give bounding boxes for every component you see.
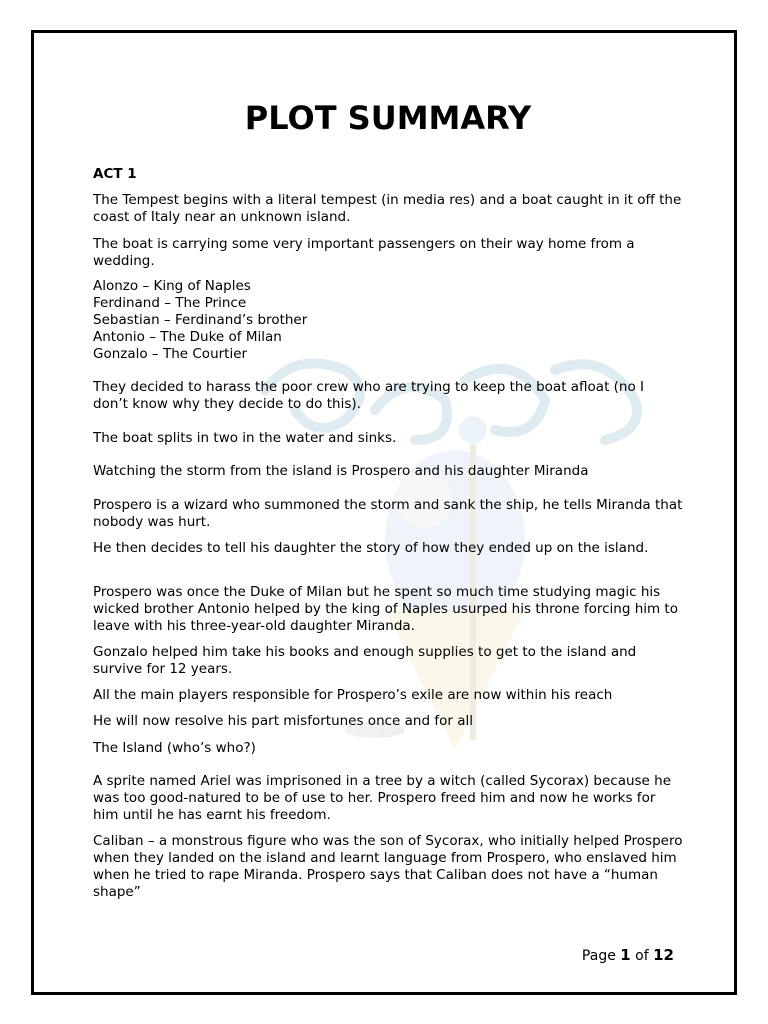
paragraph: Caliban – a monstrous figure who was the son of Sycorax, who initially helped Prospero when they landed on the island and learnt language from Prospero, who enslaved him when he tried to rape Miranda. Prospero says that Caliban does not have a “human shape”	[93, 833, 683, 900]
paragraph: The boat is carrying some very important passengers on their way home from a wedding.	[93, 236, 635, 269]
paragraph: The boat splits in two in the water and sinks.	[93, 430, 397, 446]
list-item: Alonzo – King of Naples	[93, 278, 251, 294]
paragraph: Prospero was once the Duke of Milan but he spent so much time studying magic his wicked brother Antonio helped by the king of Naples usurped his throne forcing him to leave with his three-year-old daughter Miranda.	[93, 584, 678, 634]
paragraph: Gonzalo helped him take his books and enough supplies to get to the island and survive for 12 years.	[93, 644, 637, 677]
paragraph: The Tempest begins with a literal tempest (in media res) and a boat caught in it off the coast of Italy near an unknown island.	[93, 192, 682, 225]
list-item: Ferdinand – The Prince	[93, 295, 247, 311]
list-item: Sebastian – Ferdinand’s brother	[93, 312, 308, 328]
page-label: Page	[581, 948, 616, 964]
paragraph: They decided to harass the poor crew who are trying to keep the boat afloat (no I don’t know why they decide to do this).	[93, 379, 645, 412]
page-footer	[582, 946, 674, 965]
list-item: Antonio – The Duke of Milan	[93, 329, 282, 345]
paragraph: All the main players responsible for Prospero’s exile are now within his reach	[93, 687, 613, 703]
total-pages: 12	[653, 946, 674, 964]
paragraph: He then decides to tell his daughter the story of how they ended up on the island.	[93, 540, 649, 556]
of-label: of	[635, 948, 649, 964]
page-title: PLOT SUMMARY	[244, 99, 532, 137]
act-heading: ACT 1	[93, 166, 137, 182]
paragraph: Prospero is a wizard who summoned the storm and sank the ship, he tells Miranda that nobody was hurt.	[93, 497, 683, 530]
character-list	[93, 278, 683, 363]
list-item: Gonzalo – The Courtier	[93, 346, 248, 362]
section-heading: The Island (who’s who?)	[93, 740, 256, 756]
paragraph: He will now resolve his part misfortunes once and for all	[93, 713, 473, 729]
page-number: 1	[620, 946, 631, 964]
paragraph: Watching the storm from the island is Prospero and his daughter Miranda	[93, 463, 589, 479]
paragraph: A sprite named Ariel was imprisoned in a tree by a witch (called Sycorax) because he was too good-natured to be of use to her. Prospero freed him and now he works for him until he has earnt his freedom.	[93, 773, 672, 823]
